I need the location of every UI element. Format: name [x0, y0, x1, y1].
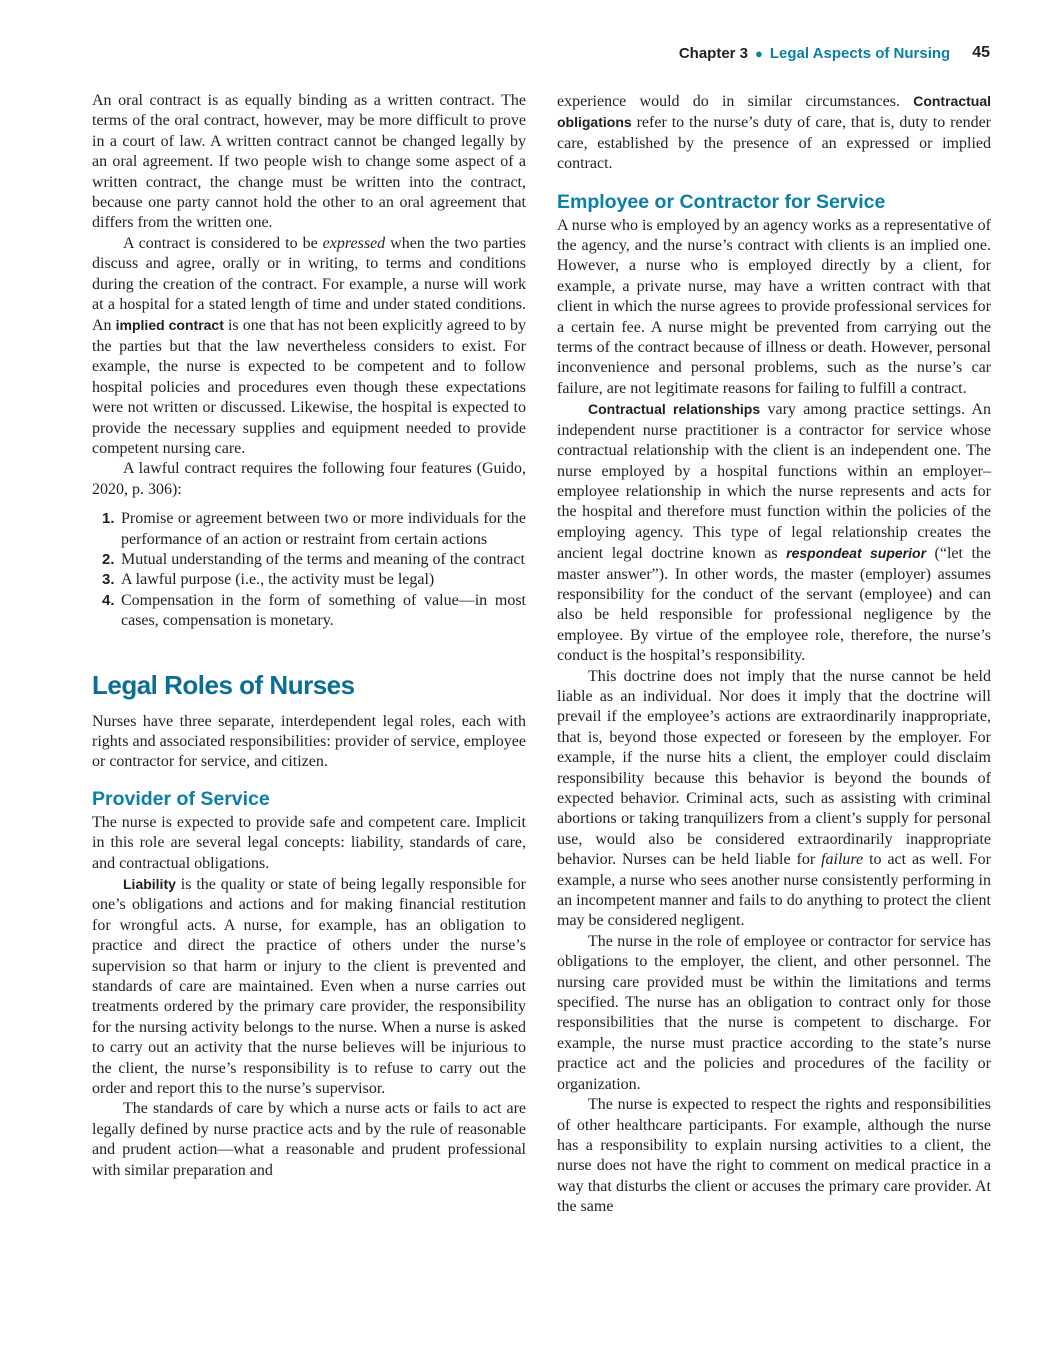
- key-term-liability: Liability: [123, 876, 176, 892]
- text-run: This doctrine does not imply that the nurse cannot be held liable as an individual. Nor does it imply that the doctrine will prevail if the employee’s actions are extraordinarily inappropriate, that is, beyond those expected or foreseen by the employer. For example, if the nurse hits a client, the employer could disclaim responsibility because this behavior is beyond the bounds of expected behavior. Criminal acts, such as assisting with criminal abortions or taking tranquilizers from a client’s supply for personal use, would also be considered extraordinarily inappropriate behavior. Nurses can be held liable for: [557, 667, 991, 869]
- text-run: experience would do in similar circumstances.: [557, 93, 914, 110]
- paragraph-employee-obligations: The nurse in the role of employee or contractor for service has obligations to the employer, the client, and other personnel. The nursing care provided must be within the limitations and terms specified. The nurse has an obligation to contract only for those responsibilities that the nurse is competent to discharge. For example, the nurse must practice according to the state’s nurse practice act and the policies and procedures of the facility or organization.: [557, 932, 991, 1093]
- paragraph-contractual-obligations: [557, 91, 991, 175]
- text-run: refer to the nurse’s duty of care, that is, duty to render care, established by the presence of an expressed or implied contract.: [557, 114, 991, 173]
- chapter-label: Chapter 3: [678, 44, 749, 62]
- list-text: Compensation in the form of something of value—in most cases, compensation is monetary.: [121, 591, 526, 630]
- paragraph-provider-intro: The nurse is expected to provide safe and competent care. Implicit in this role are several legal concepts: liability, standards of care, and contractual obligations.: [92, 813, 526, 872]
- list-item: [92, 591, 526, 632]
- page-number: 45: [972, 44, 990, 61]
- paragraph-expressed-contract: [92, 234, 526, 459]
- list-text: A lawful purpose (i.e., the activity must be legal): [121, 571, 435, 589]
- key-term-contractual-relationships: Contractual relationships: [588, 401, 761, 418]
- paragraph-oral-contract: An oral contract is as equally binding as a written contract. The terms of the oral contract, however, may be more difficult to prove in a court of law. A written contract cannot be changed legally by an oral agreement. If two people wish to change some aspect of a written contract, the change must be written into the contract, because one party cannot hold the other to an oral agreement that differs from the written one.: [92, 92, 526, 232]
- bullet-dot-icon: ●: [755, 45, 763, 61]
- section-heading-legal-roles: Legal Roles of Nurses: [92, 669, 355, 700]
- text-run: is the quality or state of being legally responsible for one’s obligations and actions and for making financial restitution for wrongful acts. A nurse, for example, has an obligation to practice and direct the practice of others under the nurse’s supervision so that harm or injury to the client is prevented and standards of care are maintained. Even when a nurse carries out treatments ordered by the primary care provider, the responsibility for the nursing activity belongs to the nurse. When a nurse is asked to carry out an activity that the nurse believes will be injurious to the client, the nurse’s responsibility is to refuse to carry out the order and report this to the nurse’s supervisor.: [92, 876, 526, 1098]
- right-column: [557, 91, 991, 1218]
- emphasis-expressed: expressed: [322, 234, 386, 252]
- subheading-provider-of-service: Provider of Service: [92, 787, 270, 810]
- key-term-implied-contract: implied contract: [115, 317, 224, 334]
- text-run: (“let the master answer”). In other words, the master (employer) assumes responsibility for the conduct of the servant (employee) and can also be held responsible for professional negligence by the employee. By virtue of the employee role, therefore, the nurse’s conduct is the hospital’s responsibility.: [557, 545, 991, 665]
- paragraph-legal-roles-intro: Nurses have three separate, interdependent legal roles, each with rights and associated responsibilities: provider of service, employee or contractor for service, and citizen.: [92, 712, 526, 771]
- emphasis-failure: failure: [821, 851, 864, 869]
- features-list: [92, 509, 526, 631]
- list-item: [92, 509, 526, 550]
- chapter-title: Legal Aspects of Nursing: [769, 44, 951, 62]
- list-number: 3.: [102, 571, 115, 589]
- subheading-employee-or-contractor: Employee or Contractor for Service: [557, 190, 886, 213]
- paragraph-employee-contract: A nurse who is employed by an agency works as a representative of the agency, and the nurse’s contract with clients is an implied one. However, a nurse who is employed directly by a client, for example, a private nurse, may have a written contract with that client in which the nurse agrees to provide professional services for a certain fee. A nurse might be prevented from carrying out the terms of the contract because of illness or death. However, personal inconvenience and personal problems, such as the nurse’s car failure, are not legitimate reasons for failing to fulfill a contract.: [557, 216, 991, 397]
- paragraph-doctrine-liability: [557, 667, 991, 932]
- list-number: 2.: [102, 550, 115, 568]
- list-item: [92, 550, 526, 570]
- paragraph-lawful-contract: A lawful contract requires the following four features (Guido, 2020, p. 306):: [92, 460, 526, 498]
- paragraph-liability: [92, 874, 526, 1099]
- text-run: A contract is considered to be: [123, 234, 323, 252]
- list-number: 1.: [102, 510, 115, 528]
- key-term-respondeat-superior: respondeat superior: [786, 545, 927, 562]
- text-run: when the two parties discuss and agree, orally or in writing, to terms and conditions during the creation of the contract. For example, a nurse will work at a hospital for a stated length of time and under stated conditions. An: [92, 234, 526, 335]
- paragraph-contractual-relationships: [557, 399, 991, 666]
- paragraph-respect-rights: The nurse is expected to respect the rights and responsibilities of other healthcare participants. For example, although the nurse has a responsibility to explain nursing activities to a client, the nurse does not have the right to comment on medical practice in a way that disturbs the client or accuses the primary care provider. At the same: [557, 1096, 991, 1216]
- list-text: Promise or agreement between two or more individuals for the performance of an action or restraint from certain actions: [121, 510, 526, 548]
- paragraph-standards-of-care: The standards of care by which a nurse acts or fails to act are legally defined by nurse practice acts and by the rule of reasonable and prudent action—what a reasonable and prudent professional with similar preparation and: [92, 1100, 526, 1179]
- list-text: Mutual understanding of the terms and meaning of the contract: [121, 550, 525, 568]
- list-number: 4.: [102, 591, 115, 609]
- text-run: to act as well. For example, a nurse who sees another nurse consistently performing in an incompetent manner and fails to do anything to protect the client may be considered negligent.: [557, 851, 991, 930]
- running-header: [679, 44, 990, 62]
- left-column: [92, 91, 526, 1181]
- text-run: vary among practice settings. An independent nurse practitioner is a contractor for service whose contractual relationship with the client is an independent one. The nurse employed by a hospital functions within an employer–employee relationship in which the nurse represents and acts for the hospital and therefore must function within the policies of the employing agency. This type of legal relationship creates the ancient legal doctrine known as: [557, 401, 991, 563]
- key-term-contractual-obligations: Contractual obligations: [557, 93, 991, 131]
- list-item: [92, 570, 526, 590]
- text-run: is one that has not been explicitly agreed to by the parties but that the law nevertheless considers to exist. For example, the nurse is expected to be competent and to follow hospital policies and procedures even though these expectations were not written or discussed. Likewise, the hospital is expected to provide the necessary supplies and equipment needed to provide competent nursing care.: [92, 317, 526, 457]
